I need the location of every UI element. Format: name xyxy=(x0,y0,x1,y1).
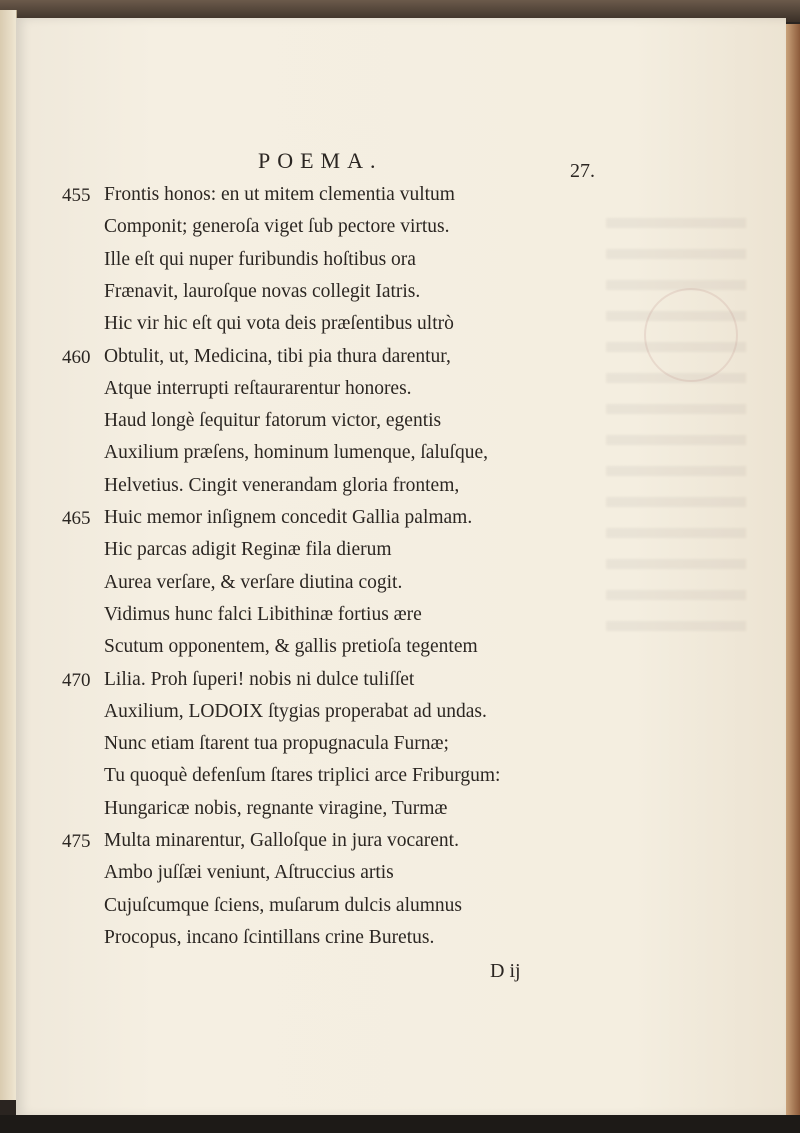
verse-line: Hic parcas adigit Reginæ fila dierum xyxy=(104,539,392,561)
verse-line: Tu quoquè defenſum ſtares triplici arce Friburgum: xyxy=(104,765,501,787)
verse-line: Vidimus hunc falci Libithinæ fortius ære xyxy=(104,603,422,625)
verse-line: Procopus, incano ſcintillans crine Buretus. xyxy=(104,926,435,948)
verse-line: Obtulit, ut, Medicina, tibi pia thura darentur, xyxy=(104,345,451,367)
verse-line: Frontis honos: en ut mitem clementia vultum xyxy=(104,184,455,205)
line-number: 475 xyxy=(62,831,91,852)
verse-line: Atque interrupti reſtaurarentur honores. xyxy=(104,377,412,399)
right-book-edge xyxy=(786,24,800,1124)
verse-line: Helvetius. Cingit venerandam gloria frontem, xyxy=(104,474,460,496)
running-header: POEMA. xyxy=(258,148,383,173)
verse-line: Ille eſt qui nuper furibundis hoſtibus ora xyxy=(104,248,416,270)
verse-line: Nunc etiam ſtarent tua propugnacula Furnæ; xyxy=(104,733,449,755)
show-through-text xyxy=(606,218,746,638)
verse-line: Scutum opponentem, & gallis pretioſa tegentem xyxy=(104,636,478,658)
verse-line: Hungaricæ nobis, regnante viragine, Turmæ xyxy=(104,797,448,819)
verse-line: Componit; generoſa viget ſub pectore virtus. xyxy=(104,216,450,238)
line-number: 460 xyxy=(62,346,91,368)
page-number: 27. xyxy=(570,160,595,182)
verse-line: Ambo juſſæi veniunt, Aſtruccius artis xyxy=(104,862,394,884)
faint-library-stamp xyxy=(644,288,738,382)
line-number: 465 xyxy=(62,508,91,529)
line-number: 470 xyxy=(62,669,91,691)
verse-line: Auxilium præſens, hominum lumenque, ſaluſque, xyxy=(104,442,489,464)
left-page-edge xyxy=(0,10,17,1100)
verse-line: Auxilium, LODOIX ſtygias properabat ad undas. xyxy=(104,700,487,722)
signature-mark: D ij xyxy=(490,960,521,982)
line-number: 455 xyxy=(62,185,91,206)
verse-line: Huic memor inſignem concedit Gallia palmam. xyxy=(104,507,473,528)
verse-line: Haud longè ſequitur fatorum victor, egentis xyxy=(104,410,442,432)
verse-line: Frænavit, lauroſque novas collegit Iatris. xyxy=(104,280,421,302)
verse-line: Aurea verſare, & verſare diutina cogit. xyxy=(104,571,403,593)
scan-bottom-edge xyxy=(0,1115,800,1133)
verse-line: Cujuſcumque ſciens, muſarum dulcis alumnus xyxy=(104,894,462,916)
verse-line: Multa minarentur, Galloſque in jura vocarent. xyxy=(104,830,459,851)
verse-line: Lilia. Proh ſuperi! nobis ni dulce tuliſſet xyxy=(104,668,415,690)
book-page xyxy=(16,18,786,1116)
verse-line: Hic vir hic eſt qui vota deis præſentibus ultrò xyxy=(104,313,454,335)
